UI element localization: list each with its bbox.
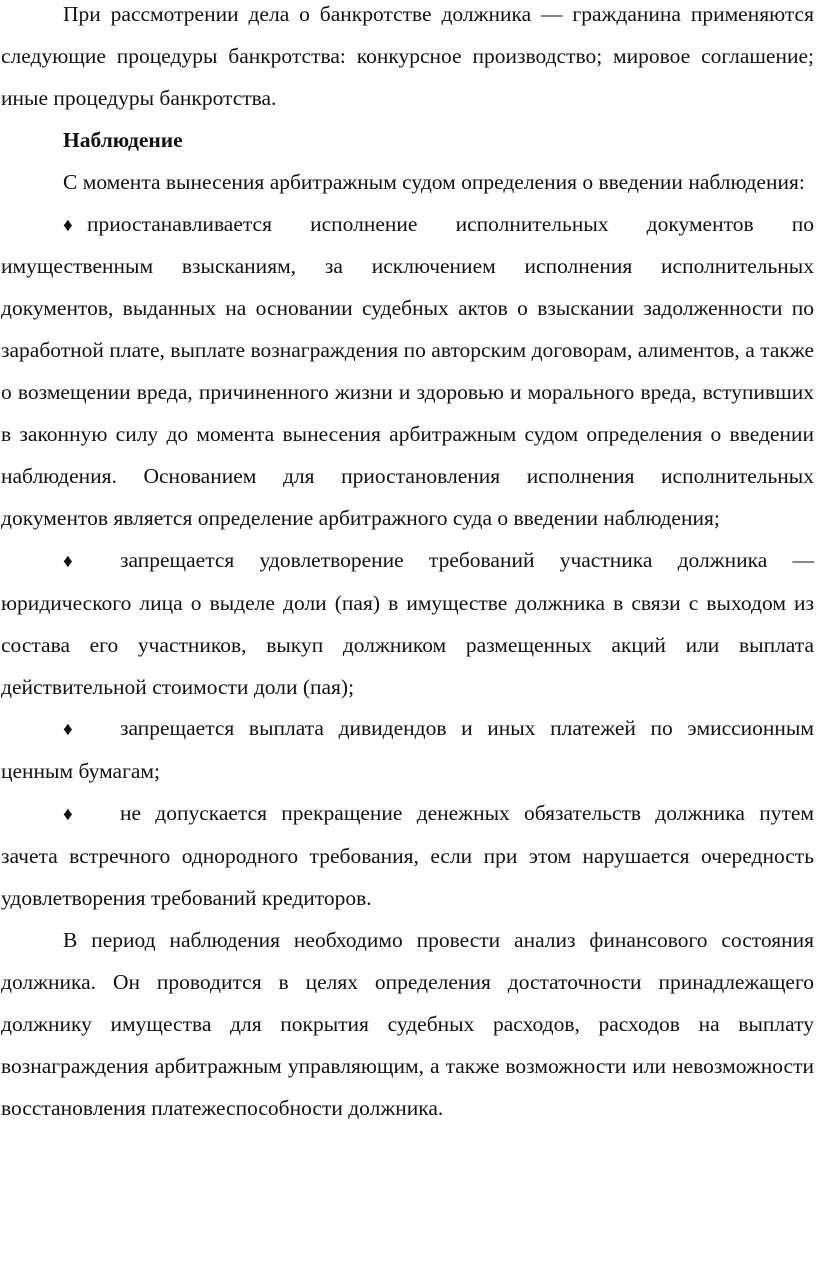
diamond-bullet-icon: ♦ [63, 719, 73, 741]
closing-paragraph: В период наблюдения необходимо провести анализ финансового состояния должника. Он проводится в целях определения достаточности принадлежащего должнику имущества для покрытия судебных расходов, расходов на выплату вознаграждения арбитражным управляющим, а также возможности или невозможности восстановления платежеспособности должника. [1, 927, 814, 1120]
diamond-bullet-icon: ♦ [63, 804, 73, 826]
bullet-item [1, 793, 814, 920]
diamond-bullet-icon: ♦ [63, 550, 73, 572]
bullet-text: запрещается удовлетворение требований участника должника — юридического лица о выделе доли (пая) в имуществе должника в связи с выходом из состава его участников, выкуп должником размещенных акций или выплата действительной стоимости доли (пая); [1, 547, 814, 699]
lead-paragraph: С момента вынесения арбитражным судом определения о введении наблюдения: [63, 169, 805, 194]
intro-paragraph: При рассмотрении дела о банкротстве должника — гражданина применяются следующие процедуры банкротства: конкурсное производство; мировое соглашение; иные процедуры банкротства. [1, 2, 814, 110]
bullet-text: запрещается выплата дивидендов и иных платежей по эмиссионным ценным бумагам; [1, 716, 814, 784]
bullet-item [1, 204, 814, 540]
bullet-text: не допускается прекращение денежных обязательств должника путем зачета встречного однородного требования, если при этом нарушается очередность удовлетворения требований кредиторов. [1, 801, 814, 911]
bullet-item [1, 540, 814, 709]
bullet-item [1, 708, 814, 793]
diamond-bullet-icon: ♦ [63, 214, 73, 236]
bullet-text: приостанавливается исполнение исполнительных документов по имущественным взысканиям, за исключением исполнения исполнительных документов, выданных на основании судебных актов о взыскании задолженности по заработной плате, выплате вознаграждения по авторским договорам, алиментов, а также о возмещении вреда, причиненного жизни и здоровью и морального вреда, вступивших в законную силу до момента вынесения арбитражным судом определения о введении наблюдения. Основанием для приостановления исполнения исполнительных документов является определение арбитражного суда о введении наблюдения; [1, 211, 814, 530]
section-heading: Наблюдение [63, 127, 183, 152]
